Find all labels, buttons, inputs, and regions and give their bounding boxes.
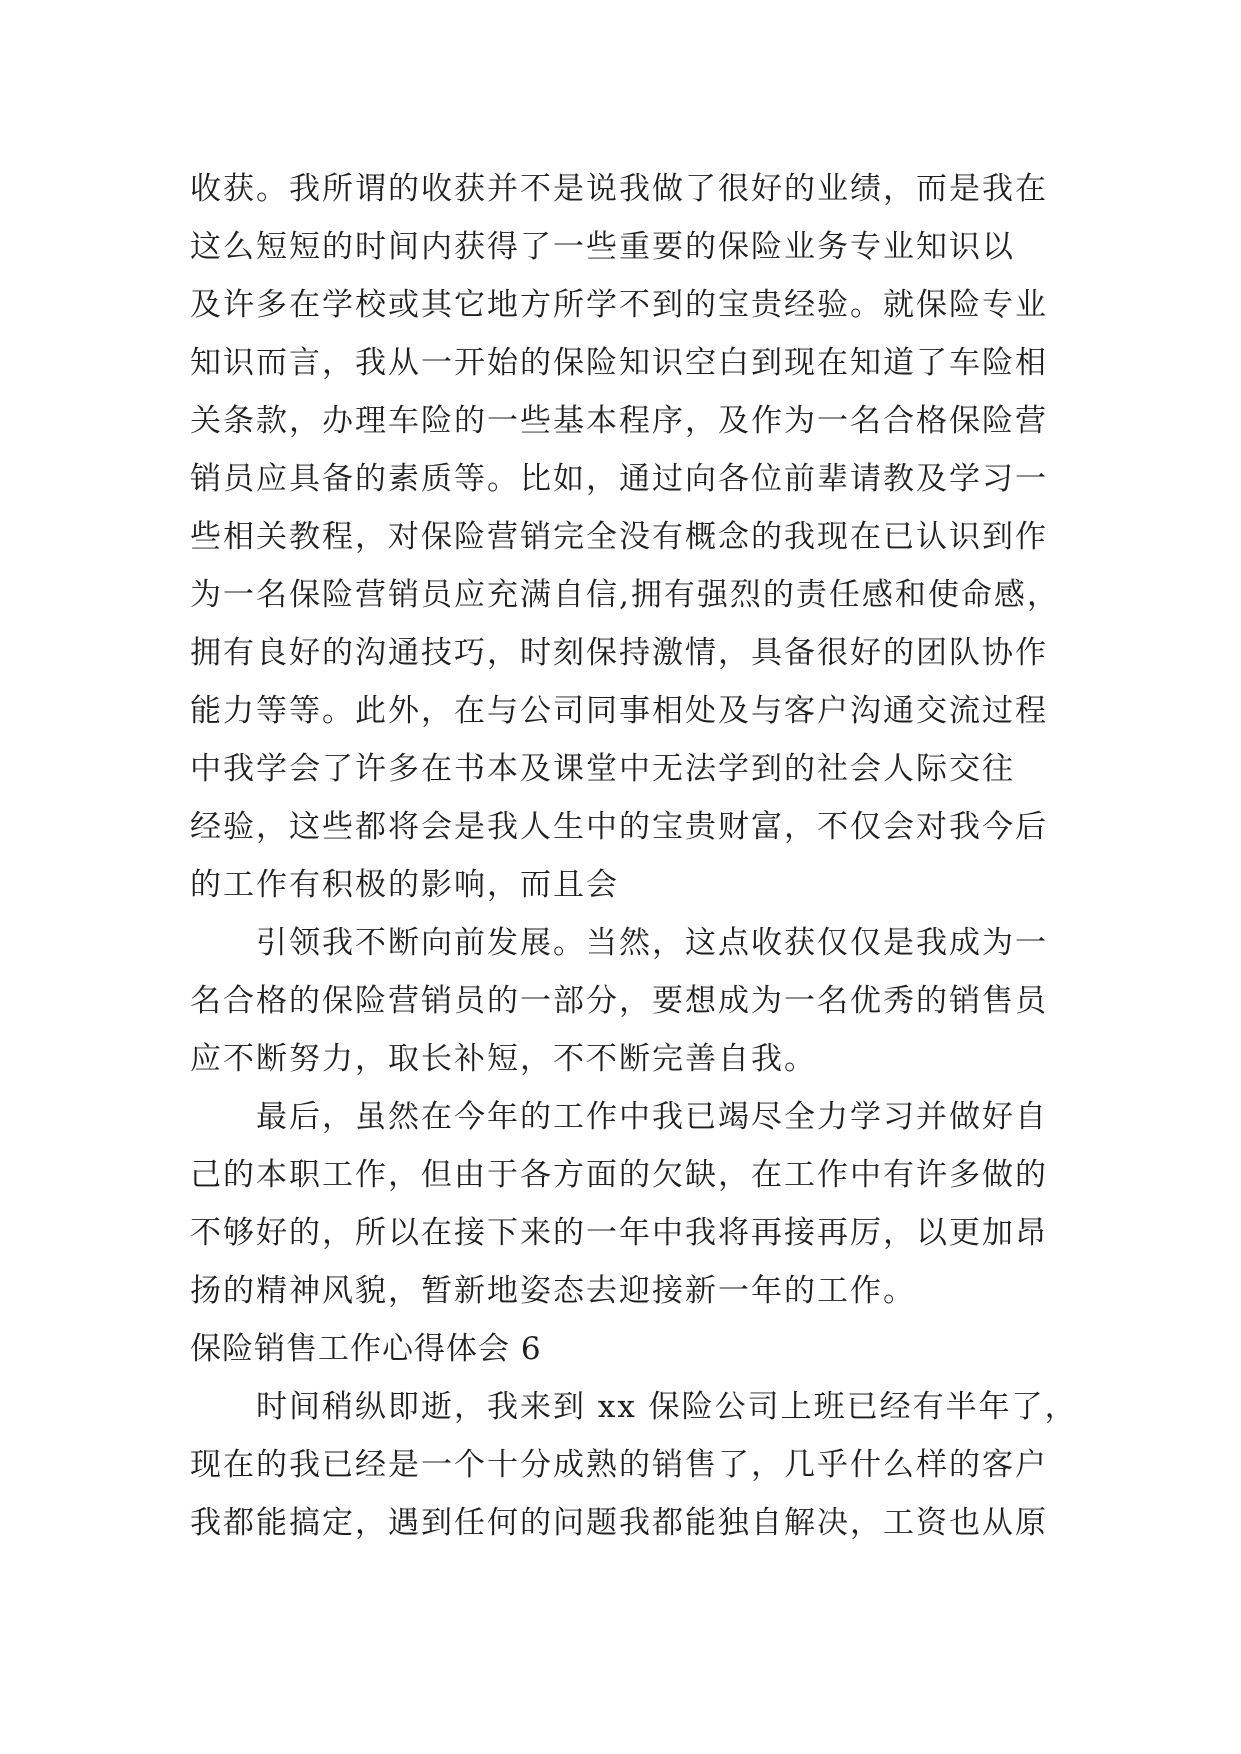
paragraph-line: 应不断努力，取长补短，不不断完善自我。 (190, 1041, 817, 1077)
paragraph-line: 我都能搞定，遇到任何的问题我都能独自解决，工资也从原 (190, 1505, 1048, 1541)
paragraph-line: 扬的精神风貌，暂新地姿态去迎接新一年的工作。 (190, 1273, 916, 1309)
paragraph-line: 销员应具备的素质等。比如，通过向各位前辈请教及学习一 (190, 461, 1048, 497)
paragraph-line: 的工作有积极的影响，而且会 (190, 867, 619, 903)
paragraph-line: 己的本职工作，但由于各方面的欠缺，在工作中有许多做的 (190, 1157, 1048, 1193)
paragraph-line: 及许多在学校或其它地方所学不到的宝贵经验。就保险专业 (190, 287, 1048, 323)
paragraph-line: 经验，这些都将会是我人生中的宝贵财富，不仅会对我今后 (190, 809, 1048, 845)
paragraph-line: 这么短短的时间内获得了一些重要的保险业务专业知识以 (190, 229, 1015, 265)
paragraph-line: 收获。我所谓的收获并不是说我做了很好的业绩，而是我在 (190, 171, 1048, 207)
paragraph-line: 名合格的保险营销员的一部分，要想成为一名优秀的销售员 (190, 983, 1048, 1019)
paragraph-line: 最后，虽然在今年的工作中我已竭尽全力学习并做好自 (256, 1099, 1048, 1135)
paragraph-line: 引领我不断向前发展。当然，这点收获仅仅是我成为一 (256, 925, 1048, 961)
paragraph-line: 为一名保险营销员应充满自信,拥有强烈的责任感和使命感， (190, 577, 1060, 613)
paragraph-line: 现在的我已经是一个十分成熟的销售了，几乎什么样的客户 (190, 1447, 1048, 1483)
paragraph-line: 些相关教程，对保险营销完全没有概念的我现在已认识到作 (190, 519, 1048, 555)
paragraph-line: 中我学会了许多在书本及课堂中无法学到的社会人际交往 (190, 751, 1015, 787)
paragraph-line: 时间稍纵即逝，我来到 xx 保险公司上班已经有半年了， (256, 1389, 1078, 1425)
paragraph-line: 知识而言，我从一开始的保险知识空白到现在知道了车险相 (190, 345, 1048, 381)
paragraph-line: 不够好的，所以在接下来的一年中我将再接再厉，以更加昂 (190, 1215, 1048, 1251)
paragraph-line: 关条款，办理车险的一些基本程序，及作为一名合格保险营 (190, 403, 1048, 439)
document-body (190, 160, 1078, 1552)
paragraph-line: 能力等等。此外，在与公司同事相处及与客户沟通交流过程 (190, 693, 1048, 729)
section-heading: 保险销售工作心得体会 6 (190, 1331, 542, 1367)
paragraph-line: 拥有良好的沟通技巧，时刻保持激情，具备很好的团队协作 (190, 635, 1048, 671)
